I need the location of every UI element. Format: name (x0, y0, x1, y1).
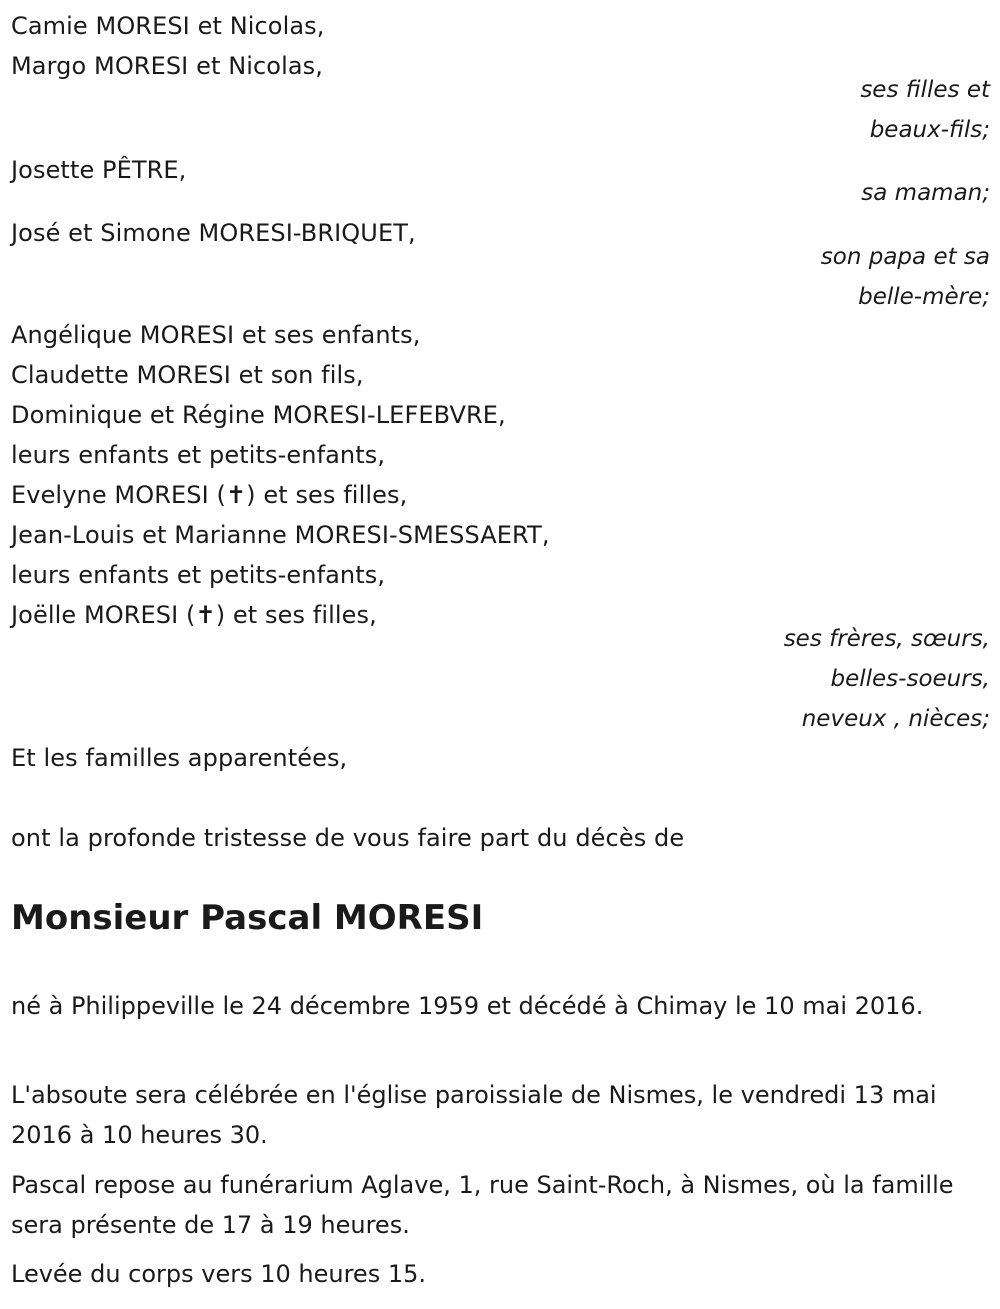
family-member-line: Claudette MORESI et son fils, (11, 361, 364, 389)
family-member-line: leurs enfants et petits-enfants, (11, 561, 386, 589)
birth-death-details: né à Philippeville le 24 décembre 1959 et décédé à Chimay le 10 mai 2016. (11, 992, 924, 1020)
family-member-line: Et les familles apparentées, (11, 744, 348, 772)
family-member-line: Margo MORESI et Nicolas, (11, 52, 323, 80)
deceased-name: Monsieur Pascal MORESI (11, 898, 484, 938)
relation-label: sa maman; (861, 180, 990, 206)
family-member-line: Camie MORESI et Nicolas, (11, 12, 325, 40)
relation-label: beaux-fils; (869, 117, 990, 143)
relation-label: belles-soeurs, (830, 666, 990, 692)
family-member-line: Josette PÊTRE, (11, 156, 187, 184)
family-member-line: Joëlle MORESI (✝) et ses filles, (11, 601, 377, 629)
relation-label: ses frères, sœurs, (783, 626, 990, 652)
relation-label: neveux , nièces; (801, 706, 990, 732)
relation-label: ses filles et (860, 77, 990, 103)
ceremony-details: L'absoute sera célébrée en l'église paroissiale de Nismes, le vendredi 13 mai 2016 à 10 heures 30. (11, 1081, 937, 1149)
family-member-line: Evelyne MORESI (✝) et ses filles, (11, 481, 408, 509)
family-member-line: leurs enfants et petits-enfants, (11, 441, 386, 469)
announcement-text: ont la profonde tristesse de vous faire part du décès de (11, 824, 685, 852)
family-member-line: José et Simone MORESI-BRIQUET, (11, 219, 416, 247)
family-member-line: Dominique et Régine MORESI-LEFEBVRE, (11, 401, 506, 429)
funeral-home-details: Pascal repose au funérarium Aglave, 1, rue Saint-Roch, à Nismes, où la famille sera présente de 17 à 19 heures. (11, 1171, 954, 1239)
relation-label: son papa et sa (820, 244, 990, 270)
family-member-line: Jean-Louis et Marianne MORESI-SMESSAERT, (11, 521, 550, 549)
departure-time: Levée du corps vers 10 heures 15. (11, 1260, 426, 1288)
family-member-line: Angélique MORESI et ses enfants, (11, 321, 421, 349)
relation-label: belle-mère; (858, 284, 990, 310)
